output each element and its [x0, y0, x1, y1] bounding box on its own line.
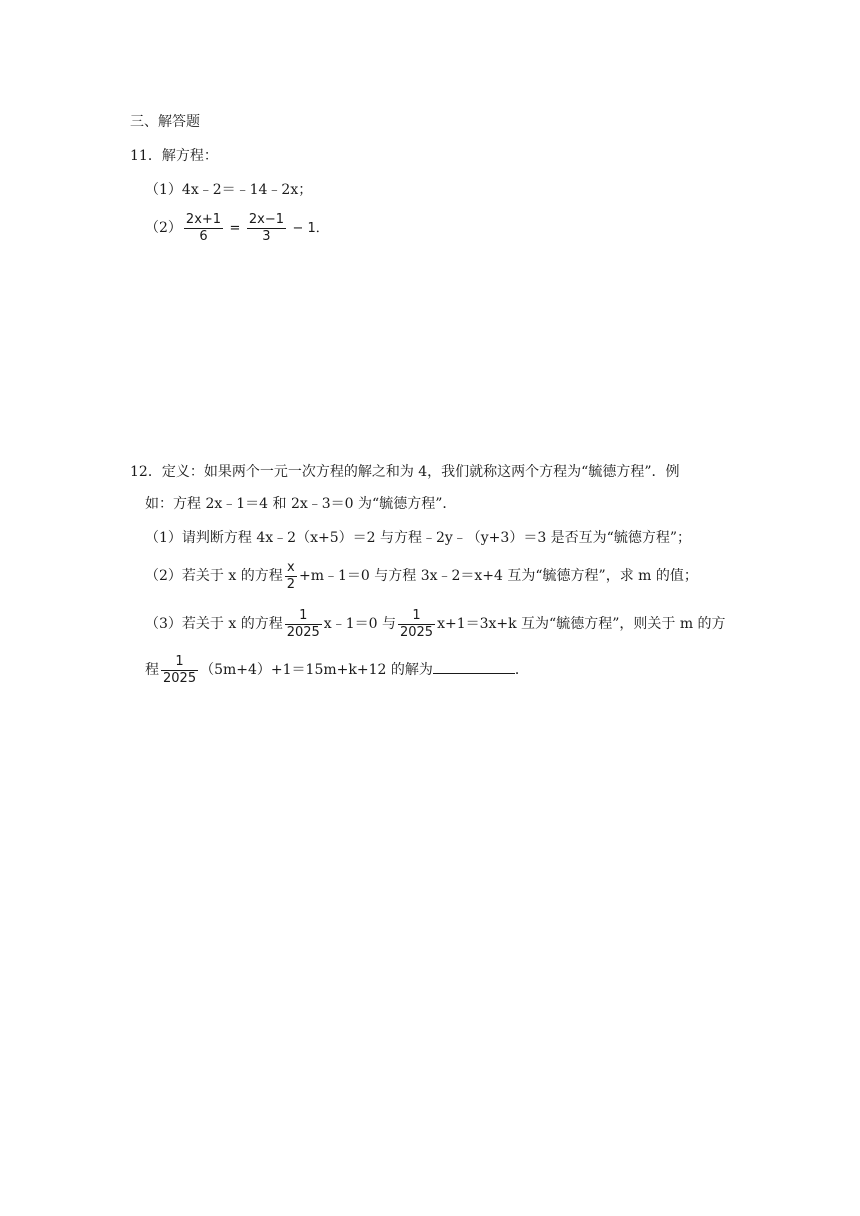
equals-sign: = [229, 221, 241, 236]
question-12-part-2 [145, 556, 698, 596]
question-12-part-3 [145, 604, 726, 644]
question-12-line-2: 如：方程 2x﹣1＝4 和 2x﹣3＝0 为“毓德方程”． [145, 496, 457, 512]
fraction-denominator: 6 [199, 228, 208, 244]
part-label: （2） [145, 220, 182, 236]
fraction [285, 608, 322, 641]
question-11-part-1: （1）4x﹣2＝﹣14﹣2x； [145, 182, 313, 198]
section-title: 三、解答题 [130, 114, 200, 130]
fraction-numerator: 1 [285, 608, 322, 625]
math-tail: − 1． [292, 221, 329, 236]
answer-blank[interactable] [433, 659, 515, 674]
fraction-denominator: 2 [286, 576, 295, 592]
fraction [398, 608, 435, 641]
fraction-numerator: 1 [161, 654, 198, 671]
fraction-denominator: 2025 [286, 624, 320, 640]
question-12-line-1: 12．定义：如果两个一元一次方程的解之和为 4，我们就称这两个方程为“毓德方程”．例 [130, 464, 680, 480]
fraction-denominator: 3 [262, 228, 271, 244]
question-11-stem: 11．解方程： [130, 148, 218, 164]
text: （5m+4）+1＝15m+k+12 的解为 [200, 662, 433, 678]
fraction-numerator: 2x+1 [185, 211, 222, 227]
text: x+1＝3x+k 互为“毓德方程”，则关于 m 的方 [437, 616, 726, 632]
text: +m﹣1＝0 与方程 3x﹣2＝x+4 互为“毓德方程”，求 m 的值； [298, 568, 698, 584]
fraction-numerator: 2x−1 [248, 211, 285, 227]
fraction [285, 560, 297, 593]
fraction-denominator: 2025 [163, 670, 197, 686]
text: ． [514, 662, 529, 678]
fraction [184, 212, 223, 245]
text: （2）若关于 x 的方程 [145, 568, 283, 584]
fraction [161, 654, 198, 687]
question-12-part-1: （1）请判断方程 4x﹣2（x+5）＝2 与方程﹣2y﹣（y+3）＝3 是否互为“毓德方程”； [145, 530, 691, 546]
fraction-numerator: x [285, 560, 297, 577]
text: 程 [145, 662, 159, 678]
fraction-denominator: 2025 [399, 624, 434, 640]
text: x﹣1＝0 与 [323, 616, 396, 632]
question-11-part-2 [145, 208, 329, 249]
fraction-numerator: 1 [398, 608, 435, 625]
question-12-part-3-line-2 [145, 650, 529, 690]
fraction [247, 212, 286, 245]
text: （3）若关于 x 的方程 [145, 616, 283, 632]
